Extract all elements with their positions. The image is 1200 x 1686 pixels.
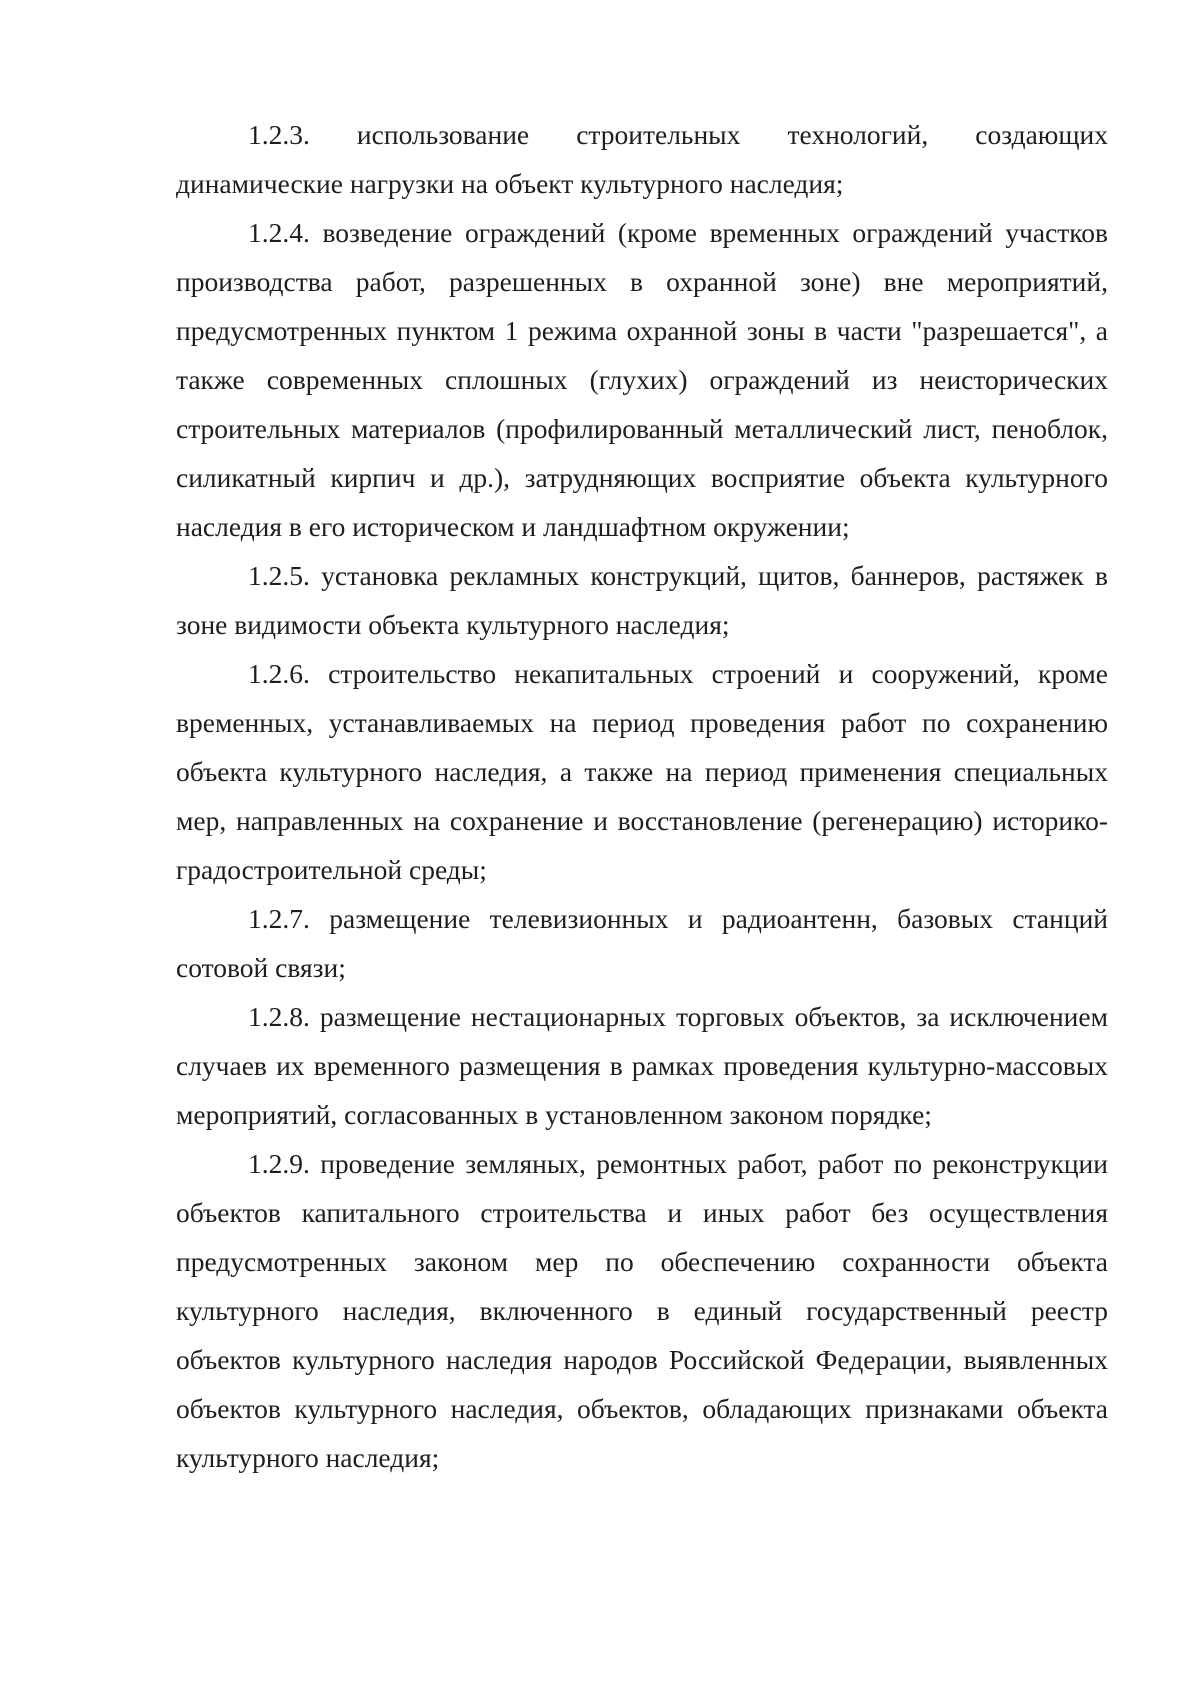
paragraph-1-2-8: 1.2.8. размещение нестационарных торговых объектов, за исключением случаев их временного размещения в рамках проведения культурно-массовых мероприятий, согласованных в установленном законом порядке; [176, 1001, 1108, 1130]
paragraph-1-2-3: 1.2.3. использование строительных технологий, создающих динамические нагрузки на объект культурного наследия; [176, 119, 1108, 199]
paragraph-1-2-4: 1.2.4. возведение ограждений (кроме временных ограждений участков производства работ, разрешенных в охранной зоне) вне мероприятий, предусмотренных пунктом 1 режима охранной зоны в части "разрешается", а также современных сплошных (глухих) ограждений из неисторических строительных материалов (профилированный металлический лист, пеноблок, силикатный кирпич и др.), затрудняющих восприятие объекта культурного наследия в его историческом и ландшафтном окружении; [176, 217, 1108, 542]
paragraph-1-2-9: 1.2.9. проведение земляных, ремонтных работ, работ по реконструкции объектов капитального строительства и иных работ без осуществления предусмотренных законом мер по обеспечению сохранности объекта культурного наследия, включенного в единый государственный реестр объектов культурного наследия народов Российской Федерации, выявленных объектов культурного наследия, объектов, обладающих признаками объекта культурного наследия; [176, 1148, 1108, 1473]
paragraph-1-2-5: 1.2.5. установка рекламных конструкций, щитов, баннеров, растяжек в зоне видимости объекта культурного наследия; [176, 560, 1108, 640]
paragraph-1-2-6: 1.2.6. строительство некапитальных строений и сооружений, кроме временных, устанавливаемых на период проведения работ по сохранению объекта культурного наследия, а также на период применения специальных мер, направленных на сохранение и восстановление (регенерацию) историко-градостроительной среды; [176, 658, 1108, 885]
paragraph-1-2-7: 1.2.7. размещение телевизионных и радиоантенн, базовых станций сотовой связи; [176, 903, 1108, 983]
document-body [176, 110, 1108, 1482]
